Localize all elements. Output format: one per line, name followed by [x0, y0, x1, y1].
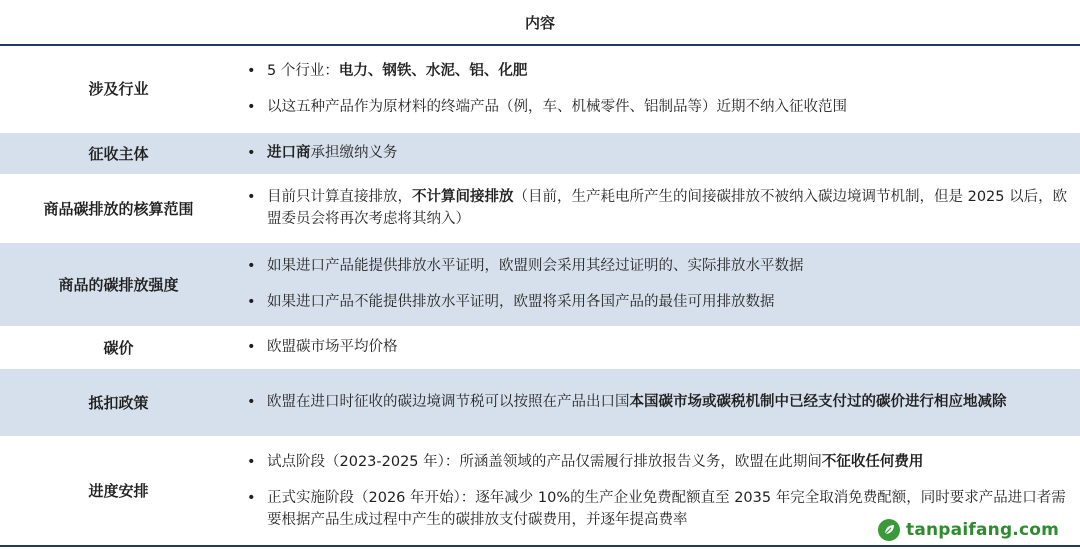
bullet-item — [245, 336, 1068, 358]
table-row — [0, 368, 1080, 436]
row-label: 抵扣政策 — [0, 368, 237, 436]
row-label: 涉及行业 — [0, 46, 237, 132]
text-segment: （目前，生产耗电所产生的间接碳排放不被纳入碳边境调节机制，但是 2025 以后，欧盟委员会将再次考虑将其纳入） — [267, 189, 1068, 227]
text-segment: 如果进口产品能提供排放水平证明，欧盟则会采用其经过证明的、实际排放水平数据 — [267, 258, 804, 274]
text-segment: 目前只计算直接排放， — [267, 189, 412, 205]
bullet-dot: • — [247, 453, 256, 470]
bullet-dot: • — [247, 294, 256, 310]
bullet-text — [267, 255, 1068, 277]
text-segment: 如果进口产品不能提供排放水平证明，欧盟将采用各国产品的最佳可用排放数据 — [267, 294, 775, 310]
bullet-text — [267, 60, 1068, 82]
text-segment: 5 个行业： — [267, 62, 339, 79]
bullet-text — [267, 142, 1068, 164]
bullet-dot: • — [247, 394, 256, 410]
row-content — [237, 242, 1080, 326]
table-row — [0, 132, 1080, 174]
row-label: 商品的碳排放强度 — [0, 242, 237, 326]
bullet-item — [245, 60, 1068, 82]
bold-text: 不征收任何费用 — [821, 453, 924, 470]
bullet-dot: • — [247, 339, 256, 355]
policy-table — [0, 46, 1080, 546]
watermark — [878, 516, 1076, 544]
bullet-item — [245, 451, 1068, 473]
text-segment: 试点阶段（2023-2025 年）：所涵盖领域的产品仅需履行排放报告义务，欧盟在此期间 — [267, 453, 822, 470]
bold-text: 不计算间接排放 — [412, 189, 514, 205]
table-row — [0, 242, 1080, 326]
bullet-dot: • — [247, 98, 256, 115]
bullet-item — [245, 391, 1068, 413]
text-segment: 正式实施阶段（2026 年开始）：逐年减少 10%的生产企业免费配额直至 2035 年完全取消免费配额，同时要求产品进口者需要根据产品生成过程中产生的碳排放支付碳费用，并逐年提高费率 — [267, 489, 1066, 528]
bullet-dot: • — [247, 62, 256, 79]
bottom-rule — [0, 545, 1080, 547]
row-label: 征收主体 — [0, 132, 237, 174]
watermark-text: tanpaifang.com — [906, 520, 1060, 540]
bullet-item — [245, 96, 1068, 118]
row-label: 碳价 — [0, 326, 237, 368]
row-content — [237, 174, 1080, 242]
text-segment: 欧盟在进口时征收的碳边境调节税可以按照在产品出口国 — [267, 394, 630, 410]
text-segment: 欧盟碳市场平均价格 — [267, 339, 398, 355]
bold-text: 电力、钢铁、水泥、铝、化肥 — [338, 62, 528, 79]
table-row — [0, 326, 1080, 368]
bullet-dot: • — [247, 145, 256, 161]
row-label: 商品碳排放的核算范围 — [0, 174, 237, 242]
text-segment: 以这五种产品作为原材料的终端产品（例，车、机械零件、铝制品等）近期不纳入征收范围 — [267, 98, 847, 115]
table-header — [0, 0, 1080, 46]
bullet-item — [245, 255, 1068, 277]
row-content — [237, 132, 1080, 174]
text-segment: 承担缴纳义务 — [310, 145, 398, 161]
bullet-text — [267, 451, 1068, 473]
bullet-item — [245, 186, 1068, 230]
bullet-text — [267, 391, 1068, 413]
table-row — [0, 46, 1080, 132]
bullet-item — [245, 291, 1068, 313]
bullet-text — [267, 291, 1068, 313]
row-label: 进度安排 — [0, 436, 237, 545]
row-content — [237, 368, 1080, 436]
leaf-icon — [878, 519, 900, 541]
bullet-item — [245, 142, 1068, 164]
bullet-dot: • — [247, 489, 256, 506]
bullet-text — [267, 96, 1068, 118]
bullet-dot: • — [247, 189, 256, 205]
bullet-text — [267, 336, 1068, 358]
row-content — [237, 46, 1080, 132]
row-content — [237, 326, 1080, 368]
header-title: 内容 — [524, 13, 555, 32]
bold-text: 进口商 — [267, 145, 311, 161]
bullet-dot: • — [247, 258, 256, 274]
bold-text: 本国碳市场或碳税机制中已经支付过的碳价进行相应地减除 — [629, 394, 1007, 410]
table-row — [0, 174, 1080, 242]
bullet-text — [267, 186, 1068, 230]
